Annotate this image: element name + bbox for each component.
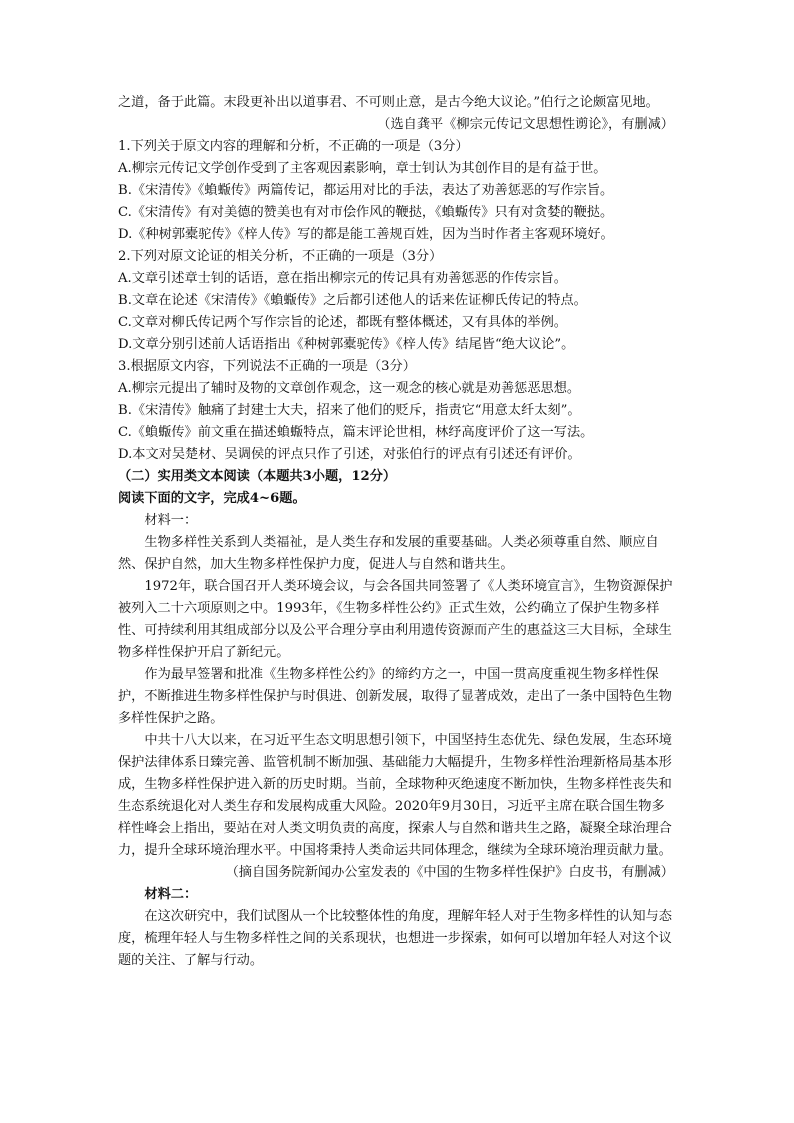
option-d: D.文章分别引述前人话语指出《种树郭橐驼传》《梓人传》结尾皆“绝大议论”。 bbox=[118, 337, 575, 352]
material-2-label: 材料二： bbox=[144, 887, 198, 902]
material-1-paragraph: 作为最早签署和批准《生物多样性公约》的缔约方之一，中国一贯高度重视生物多样性保护，不断推进生物多样性保护与时俱进、创新发展，取得了显著成效，走出了一条中国特色生物多样性保护之路。 bbox=[118, 667, 672, 726]
option-c: C.《宋清传》有对美德的赞美也有对市侩作风的鞭挞，《蝜蝂传》只有对贪婪的鞭挞。 bbox=[118, 205, 614, 220]
question-stem: 2.下列对原文论证的相关分析，不正确的一项是（3分） bbox=[118, 249, 443, 264]
option-a: A.文章引述章士钊的话语，意在指出柳宗元的传记具有劝善惩恶的作传宗旨。 bbox=[118, 271, 567, 286]
intro-source: （选自龚平《柳宗元传记文思想性谫论》，有删减） bbox=[377, 117, 674, 132]
option-c: C.《蝜蝂传》前文重在描述蝜蝂特点，篇末评论世相，林纾高度评价了这一写法。 bbox=[118, 425, 594, 440]
question-stem: 3.根据原文内容，下列说法不正确的一项是（3分） bbox=[118, 359, 416, 374]
question-2 bbox=[118, 246, 674, 356]
material-1-paragraph: 中共十八大以来，在习近平生态文明思想引领下，中国坚持生态优先、绿色发展，生态环境保护法律体系日臻完善、监管机制不断加强、基础能力大幅提升，生物多样性治理新格局基本形成，生物多样性保护进入新的历史时期。当前，全球物种灭绝速度不断加快，生物多样性丧失和生态系统退化对人类生存和发展构成重大风险。2020年9月30日，习近平主席在联合国生物多样性峰会上指出，要站在对人类文明负责的高度，探索人与自然和谐共生之路，凝聚全球治理合力，提升全球环境治理水平。中国将秉持人类命运共同体理念，继续为全球环境治理贡献力量。 bbox=[118, 733, 672, 858]
section-heading: （二）实用类文本阅读（本题共3小题，12分） bbox=[118, 469, 397, 484]
option-b: B.《宋清传》触痛了封建士大夫，招来了他们的贬斥，指责它“用意太纤太刻”。 bbox=[118, 403, 581, 418]
option-c: C.文章对柳氏传记两个写作宗旨的论述，都既有整体概述，又有具体的举例。 bbox=[118, 315, 567, 330]
reading-instruction: 阅读下面的文字，完成4~6题。 bbox=[118, 491, 306, 506]
material-1-source: （摘自国务院新闻办公室发表的《中国的生物多样性保护》白皮书，有删减） bbox=[225, 865, 674, 880]
option-d: D.本文对吴楚材、吴调侯的评点只作了引述，对张伯行的评点有引述还有评价。 bbox=[118, 447, 581, 462]
question-3 bbox=[118, 356, 674, 466]
material-1-paragraph: 1972年，联合国召开人类环境会议，与会各国共同签署了《人类环境宣言》，生物资源保护被列入二十六项原则之中。1993年，《生物多样性公约》正式生效，公约确立了保护生物多样性、可持续利用其组成部分以及公平合理分享由利用遗传资源而产生的惠益这三大目标，全球生物多样性保护开启了新纪元。 bbox=[118, 579, 673, 660]
option-d: D.《种树郭橐驼传》《梓人传》写的都是能工善规百姓，因为当时作者主客观环境好。 bbox=[118, 227, 614, 242]
question-stem: 1.下列关于原文内容的理解和分析，不正确的一项是（3分） bbox=[118, 139, 469, 154]
material-2-paragraph: 在这次研究中，我们试图从一个比较整体性的角度，理解年轻人对于生物多样性的认知与态度，梳理年轻人与生物多样性之间的关系现状，也想进一步探索，如何可以增加年轻人对这个议题的关注、了解与行动。 bbox=[118, 909, 672, 968]
material-1-paragraph: 生物多样性关系到人类福祉，是人类生存和发展的重要基础。人类必须尊重自然、顺应自然、保护自然，加大生物多样性保护力度，促进人与自然和谐共生。 bbox=[118, 535, 659, 572]
document-page bbox=[118, 92, 674, 972]
material-1-label: 材料一： bbox=[144, 513, 198, 528]
intro-paragraph-end: 之道，备于此篇。末段更补出以道事君、不可则止意，是古今绝大议论。”伯行之论颇富见地。 bbox=[118, 95, 659, 110]
question-1 bbox=[118, 136, 674, 246]
option-b: B.文章在论述《宋清传》《蝜蝂传》之后都引述他人的话来佐证柳氏传记的特点。 bbox=[118, 293, 587, 308]
option-b: B.《宋清传》《蝜蝂传》两篇传记，都运用对比的手法，表达了劝善惩恶的写作宗旨。 bbox=[118, 183, 614, 198]
option-a: A.柳宗元传记文学创作受到了主客观因素影响，章士钊认为其创作目的是有益于世。 bbox=[118, 161, 607, 176]
option-a: A.柳宗元提出了辅时及物的文章创作观念，这一观念的核心就是劝善惩恶思想。 bbox=[118, 381, 581, 396]
